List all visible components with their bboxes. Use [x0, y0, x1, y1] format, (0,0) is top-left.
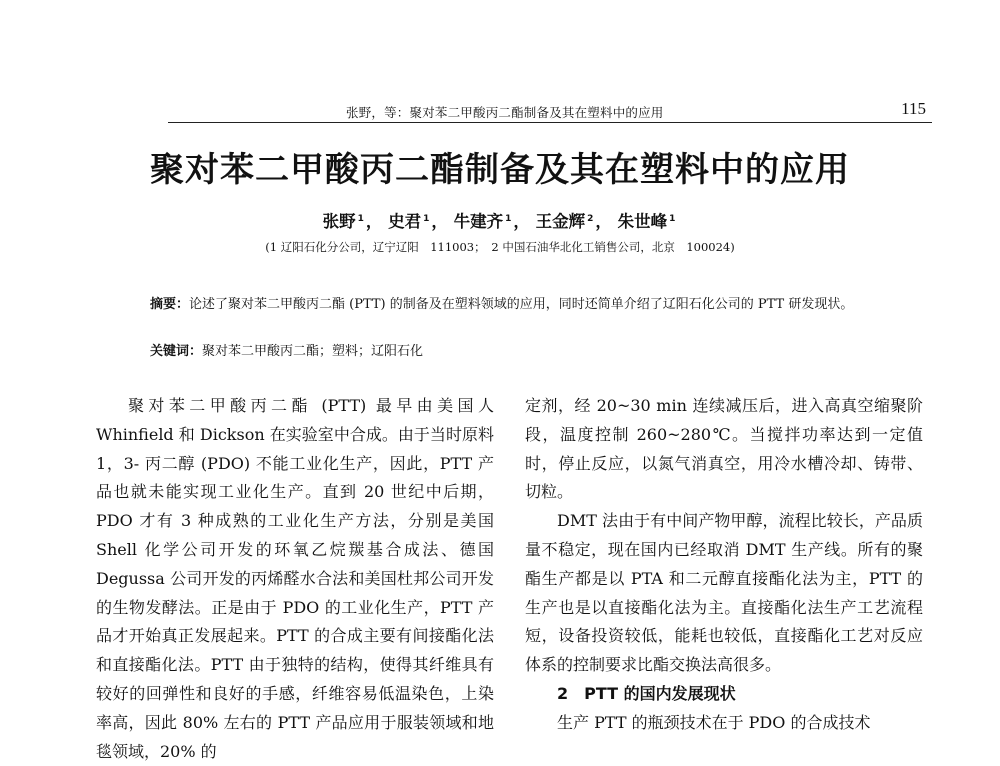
author-list	[0, 208, 1000, 232]
paper-title: 聚对苯二甲酸丙二酯制备及其在塑料中的应用	[150, 150, 850, 190]
section-heading: 2 PTT 的国内发展现状	[557, 683, 736, 703]
running-head	[168, 100, 932, 123]
author-name: 朱世峰	[617, 212, 668, 231]
author-separator: ，	[513, 212, 530, 231]
keywords-label: 关键词：	[150, 344, 203, 359]
author-affiliation-mark: 1	[423, 213, 430, 224]
body-paragraph: 聚对苯二甲酸丙二酯 (PTT) 最早由美国人 Whinfield 和 Dickson 在实验室中合成。由于当时原料 1，3- 丙二醇 (PDO) 不能工业化生产，因此，PTT 产品也就未能实现工业化生产。直到 20 世纪中后期，PDO 才有 3 种成熟的工业化生产方法，分别是美国 Shell 化学公司开发的环氧乙烷羰基合成法、德国 Degussa 公司开发的丙烯醛水合法和美国杜邦公司开发的生物发酵法。正是由于 PDO 的工业化生产，PTT 产品才开始真正发展起来。PTT 的合成主要有间接酯化法和直接酯化法。PTT 由于独特的结构，使得其纤维具有较好的回弹性和良好的手感，纤维容易低温染色，上染率高，因此 80% 左右的 PTT 产品应用于服装领域和地毯领域，20% 的	[96, 396, 494, 761]
running-head-text: 张野，等：聚对苯二甲酸丙二酯制备及其在塑料中的应用	[346, 105, 664, 120]
author-affiliation-mark: 1	[357, 213, 364, 224]
author-separator: ，	[365, 212, 383, 231]
keywords	[150, 340, 423, 359]
keywords-text: 聚对苯二甲酸丙二酯；塑料；辽阳石化	[202, 344, 424, 359]
author-affiliation-mark: 1	[505, 213, 512, 224]
abstract-text: 论述了聚对苯二甲酸丙二酯 (PTT) 的制备及在塑料领域的应用，同时还简单介绍了辽阳石化公司的 PTT 研发现状。	[189, 297, 854, 312]
author-name: 张野	[322, 212, 356, 231]
author-separator: ，	[595, 212, 612, 231]
body-column-left	[96, 392, 494, 766]
affiliations: (1 辽阳石化分公司，辽宁辽阳 111003； 2 中国石油华北化工销售公司，北京 100024)	[265, 240, 735, 254]
author-name: 牛建齐	[453, 212, 504, 231]
author-name: 史君	[388, 212, 422, 231]
body-paragraph: DMT 法由于有中间产物甲醇，流程比较长，产品质量不稳定，现在国内已经取消 DMT 生产线。所有的聚酯生产都是以 PTA 和二元醇直接酯化法为主，PTT 的生产也是以直接酯化法为主。直接酯化法生产工艺流程短，设备投资较低，能耗也较低，直接酯化工艺对反应体系的控制要求比酯交换法高很多。	[525, 511, 923, 675]
body-paragraph: 生产 PTT 的瓶颈技术在于 PDO 的合成技术	[557, 712, 871, 732]
author-affiliation-mark: 2	[587, 213, 594, 224]
author-separator: ，	[431, 212, 448, 231]
author-affiliation-mark: 1	[669, 213, 676, 224]
abstract-label: 摘要：	[150, 297, 190, 312]
body-paragraph: 定剂，经 20~30 min 连续减压后，进入高真空缩聚阶段，温度控制 260~280℃。当搅拌功率达到一定值时，停止反应，以氮气消真空，用冷水槽冷却、铸带、切粒。	[525, 396, 923, 502]
abstract	[116, 289, 906, 321]
page-number: 115	[901, 99, 926, 118]
body-column-right	[525, 392, 923, 738]
author-name: 王金辉	[535, 212, 586, 231]
